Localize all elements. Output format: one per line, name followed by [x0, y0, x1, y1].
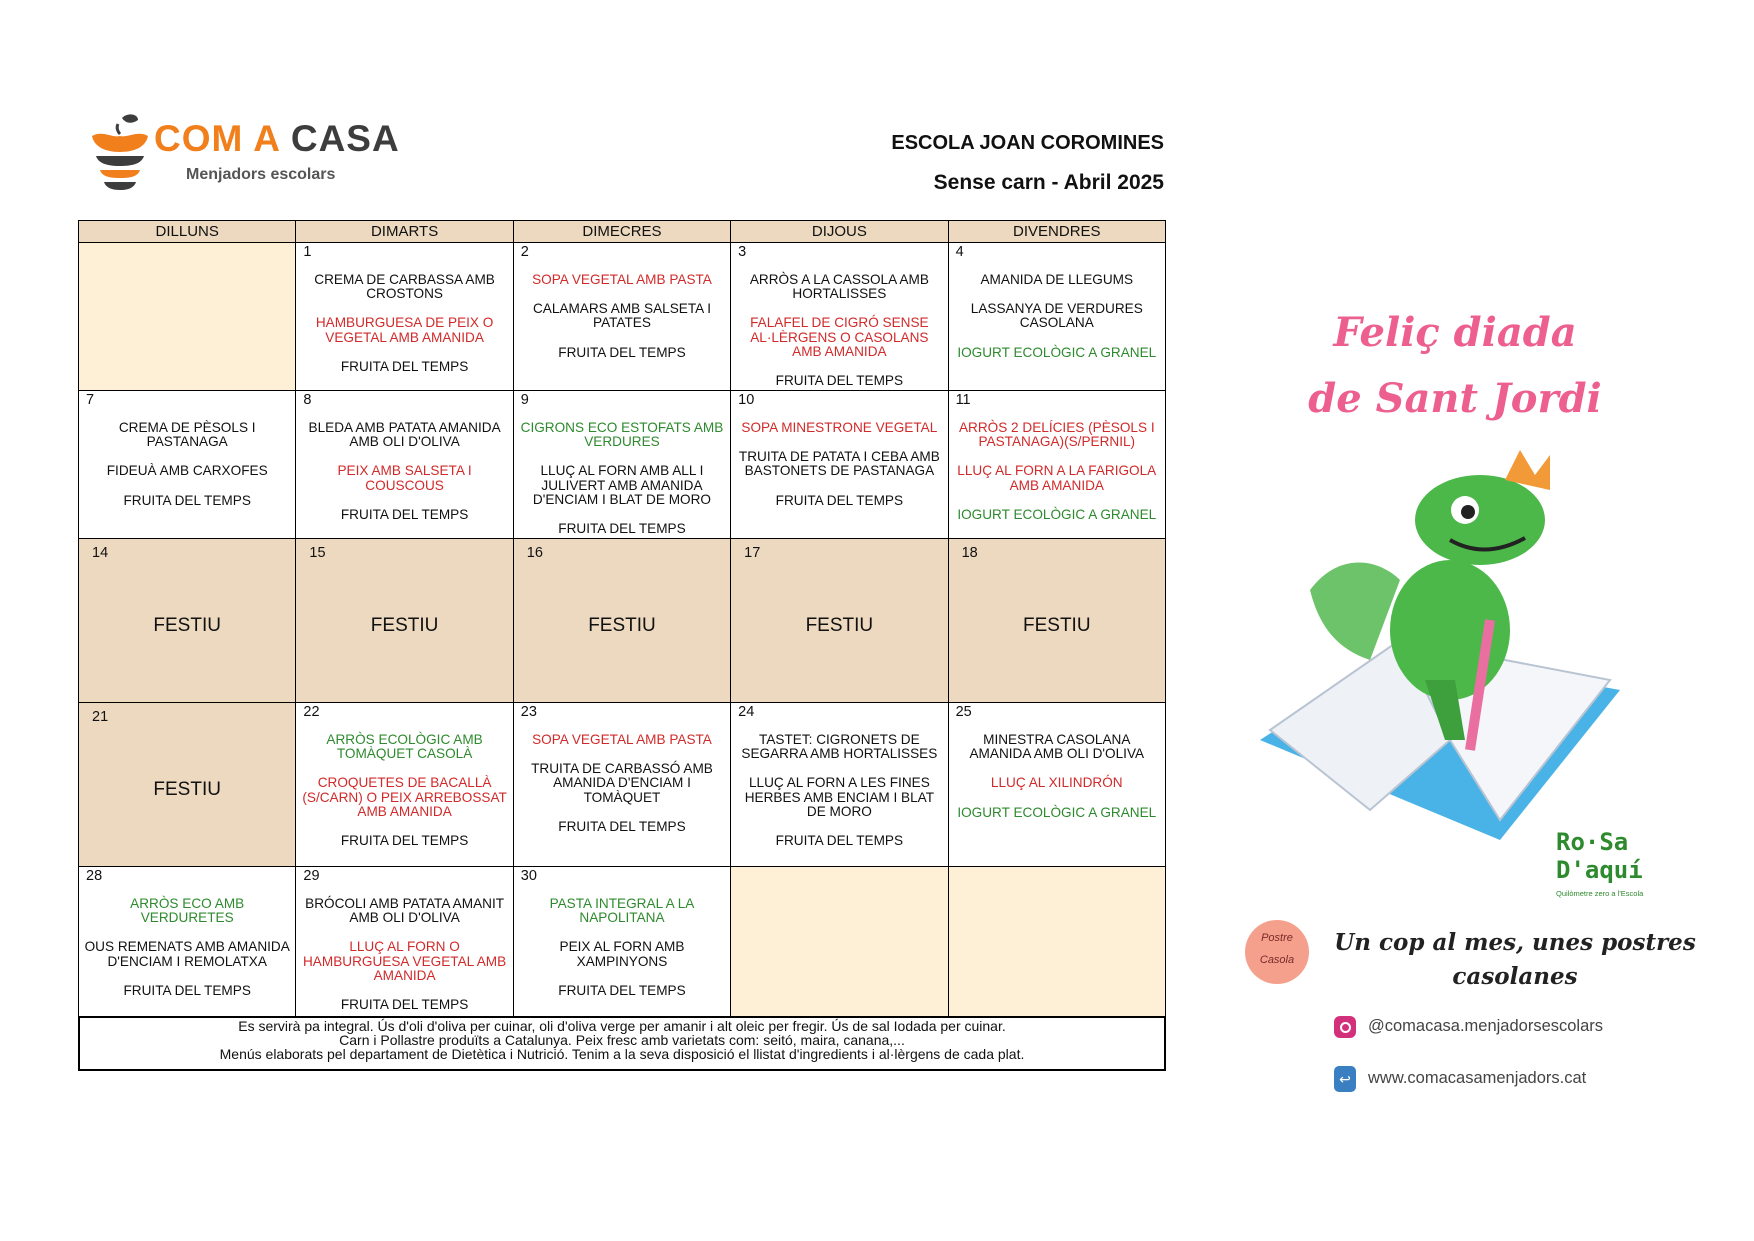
dish-item: FRUITA DEL TEMPS [775, 373, 904, 389]
dish-item: ARRÒS 2 DELÍCIES (PÈSOLS I PASTANAGA)(S/PERNIL) [958, 420, 1155, 450]
holiday-label: FESTIU [370, 615, 439, 636]
menu-day-cell [296, 391, 513, 539]
dish-item: SOPA VEGETAL AMB PASTA [532, 272, 712, 287]
dish-item: FRUITA DEL TEMPS [123, 492, 251, 508]
dish-list [296, 243, 512, 374]
dish-item: AMANIDA DE LLEGUMS [980, 272, 1134, 287]
holiday-label: FESTIU [805, 615, 874, 636]
holiday-cell [296, 539, 513, 703]
dish-item: BLEDA AMB PATATA AMANIDA AMB OLI D'OLIVA [308, 420, 501, 450]
menu-day-cell [296, 243, 513, 391]
holiday-cell [513, 539, 730, 703]
dish-list [514, 703, 730, 834]
dish-item: FRUITA DEL TEMPS [775, 833, 904, 849]
svg-text:D'aquí: D'aquí [1556, 856, 1643, 884]
day-number: 16 [526, 545, 543, 561]
svg-text:Quilòmetre zero a l'Escola: Quilòmetre zero a l'Escola [1556, 889, 1644, 898]
dish-item: FRUITA DEL TEMPS [340, 358, 469, 374]
dish-item: FRUITA DEL TEMPS [340, 506, 469, 522]
dish-item: HAMBURGUESA DE PEIX O VEGETAL AMB AMANIDA [315, 315, 494, 345]
dish-item: FRUITA DEL TEMPS [558, 818, 686, 834]
holiday-cell [79, 703, 296, 867]
menu-day-cell [513, 243, 730, 391]
brand-name: COM A CASA [154, 118, 400, 159]
brand-subtitle: Menjadors escolars [186, 166, 336, 183]
week-row [79, 703, 1166, 867]
dish-list [514, 391, 730, 536]
dish-item: PASTA INTEGRAL A LA NAPOLITANA [549, 896, 695, 926]
holiday-label: FESTIU [1023, 615, 1091, 636]
dish-item: TRUITA DE CARBASSÓ AMB AMANIDA D'ENCIAM I TOMÀQUET [531, 761, 713, 805]
dish-item: PEIX AMB SALSETA I COUSCOUS [337, 463, 472, 493]
dish-item: CREMA DE PÈSOLS I PASTANAGA [118, 420, 256, 450]
dish-list [731, 391, 947, 508]
day-number: 9 [520, 392, 529, 408]
dish-list [949, 391, 1165, 522]
dish-item: LLUÇ AL FORN A LA FARIGOLA AMB AMANIDA [957, 463, 1157, 493]
dish-item: PEIX AL FORN AMB XAMPINYONS [559, 939, 685, 969]
empty-day-cell [731, 867, 948, 1017]
dish-item: LLUÇ AL FORN A LES FINES HERBES AMB ENCIAM I BLAT DE MORO [744, 775, 935, 819]
weekday-header: DIVENDRES [948, 221, 1165, 243]
holiday-label: FESTIU [588, 615, 656, 636]
menu-day-cell [731, 703, 948, 867]
dish-item: MINESTRA CASOLANA AMANIDA AMB OLI D'OLIVA [969, 732, 1145, 762]
dish-list [731, 243, 947, 388]
dish-item: TRUITA DE PATATA I CEBA AMB BASTONETS DE PASTANAGA [738, 449, 940, 479]
dish-item: TASTET: CIGRONETS DE SEGARRA AMB HORTALISSES [741, 732, 938, 762]
dish-item: FRUITA DEL TEMPS [340, 997, 469, 1013]
school-name: ESCOLA JOAN COROMINES [891, 132, 1164, 154]
dish-item: CALAMARS AMB SALSETA I PATATES [532, 301, 711, 331]
notes-line: Es servirà pa integral. Ús d'oli d'oliva per cuinar, oli d'oliva verge per amanir i alt oleic per fregir. Ús de sal Iodada per cuinar. [238, 1018, 1006, 1034]
dish-item: LLUÇ AL FORN O HAMBURGUESA VEGETAL AMB AMANIDA [302, 939, 507, 983]
dish-item: FALAFEL DE CIGRÓ SENSE AL·LÈRGENS O CASOLANS AMB AMANIDA [750, 315, 929, 359]
dish-item: ARRÒS ECO AMB VERDURETES [130, 896, 245, 926]
postre-casola-badge: Postre Casola [1245, 920, 1309, 984]
dragon-book-illustration [1250, 440, 1630, 860]
menu-day-cell [948, 391, 1165, 539]
menu-day-cell [948, 703, 1165, 867]
dish-item: FRUITA DEL TEMPS [340, 833, 469, 849]
week-row [79, 539, 1166, 703]
day-number: 25 [955, 704, 972, 720]
day-number: 2 [520, 244, 529, 260]
menu-day-cell [948, 243, 1165, 391]
weekday-header-row [79, 221, 1166, 243]
dish-item: SOPA MINESTRONE VEGETAL [741, 420, 938, 435]
weekday-header: DILLUNS [79, 221, 296, 243]
dish-list [296, 867, 512, 1012]
notes-line: Menús elaborats pel departament de Dietètica i Nutrició. Tenim a la seva disposició el llistat d'ingredients i al·lèrgens de cada plat. [219, 1045, 1025, 1062]
day-number: 24 [738, 704, 755, 720]
weekday-header: DIJOUS [731, 221, 948, 243]
day-number: 30 [520, 868, 537, 884]
website-link[interactable]: www.comacasamenjadors.cat [1368, 1069, 1587, 1087]
empty-day-cell [948, 867, 1165, 1017]
dish-item: LLUÇ AL XILINDRÓN [990, 775, 1123, 791]
dish-item: SOPA VEGETAL AMB PASTA [532, 732, 712, 747]
day-number: 11 [955, 392, 971, 408]
dish-item: FRUITA DEL TEMPS [558, 982, 686, 998]
menu-day-cell [296, 703, 513, 867]
dish-list [79, 391, 295, 508]
day-number: 7 [86, 392, 95, 408]
day-number: 21 [92, 709, 109, 725]
day-number: 14 [92, 545, 109, 561]
brand-logo [88, 112, 400, 202]
instagram-handle[interactable]: @comacasa.menjadorsescolars [1368, 1017, 1604, 1035]
holiday-cell [948, 539, 1165, 703]
dish-item: FIDEUÀ AMB CARXOFES [106, 463, 268, 479]
menu-calendar [78, 220, 1166, 1017]
day-number: 22 [303, 704, 320, 720]
day-number: 17 [744, 545, 761, 561]
dish-item: IOGURT ECOLÒGIC A GRANEL [957, 344, 1157, 360]
notes-line: Carn i Pollastre produïts a Catalunya. Peix fresc amb varietats com: seitó, maira, canana,... [339, 1031, 905, 1048]
day-number: 4 [955, 244, 964, 260]
day-number: 29 [303, 868, 320, 884]
menu-day-cell [513, 867, 730, 1017]
dish-list [514, 867, 730, 998]
sant-jordi-greeting: Feliç diada de Sant Jordi [1308, 309, 1602, 422]
menu-day-cell [79, 867, 296, 1017]
dish-list [296, 703, 512, 848]
dish-item: IOGURT ECOLÒGIC A GRANEL [957, 804, 1157, 820]
menu-day-cell [513, 391, 730, 539]
holiday-label: FESTIU [153, 615, 221, 636]
day-number: 10 [738, 392, 755, 408]
dish-list [514, 243, 730, 360]
instagram-icon [1334, 1016, 1356, 1038]
dish-item: CREMA DE CARBASSA AMB CROSTONS [314, 272, 495, 302]
weekday-header: DIMARTS [296, 221, 513, 243]
dish-item: FRUITA DEL TEMPS [558, 521, 686, 537]
dish-list [949, 243, 1165, 360]
week-row [79, 243, 1166, 391]
dish-list [296, 391, 512, 522]
menu-day-cell [79, 391, 296, 539]
menu-period: Sense carn - Abril 2025 [933, 171, 1164, 194]
dish-item: FRUITA DEL TEMPS [123, 982, 251, 998]
day-number: 23 [520, 704, 537, 720]
sant-jordi-promo [1240, 280, 1710, 1120]
dish-item: CIGRONS ECO ESTOFATS AMB VERDURES [520, 420, 724, 450]
dish-item: CROQUETES DE BACALLÀ (S/CARN) O PEIX ARREBOSSAT AMB AMANIDA [302, 775, 507, 819]
holiday-cell [79, 539, 296, 703]
web-icon: ↩ [1334, 1066, 1356, 1092]
apple-bowl-logo-icon [88, 112, 152, 194]
dish-item: LLUÇ AL FORN AMB ALL I JULIVERT AMB AMANIDA D'ENCIAM I BLAT DE MORO [532, 463, 712, 507]
menu-notes [78, 1016, 1166, 1071]
dish-item: FRUITA DEL TEMPS [558, 344, 686, 360]
dish-item: FRUITA DEL TEMPS [775, 492, 904, 508]
day-number: 1 [303, 244, 312, 260]
holiday-label: FESTIU [153, 779, 221, 800]
day-number: 18 [961, 545, 978, 561]
week-row [79, 867, 1166, 1017]
day-number: 28 [86, 868, 103, 884]
week-row [79, 391, 1166, 539]
menu-day-cell [731, 391, 948, 539]
svg-text:Ro·Sa: Ro·Sa [1556, 828, 1629, 856]
dish-item: ARRÒS A LA CASSOLA AMB HORTALISSES [749, 272, 929, 302]
rosa-daqui-logo-icon [1552, 824, 1652, 904]
menu-day-cell [296, 867, 513, 1017]
menu-day-cell [513, 703, 730, 867]
holiday-cell [731, 539, 948, 703]
empty-day-cell [79, 243, 296, 391]
dessert-slogan: Un cop al mes, unes postres casolanes [1334, 929, 1696, 990]
dish-list [949, 703, 1165, 820]
day-number: 15 [309, 545, 326, 561]
menu-day-cell [731, 243, 948, 391]
dish-item: LASSANYA DE VERDURES CASOLANA [970, 301, 1143, 331]
dish-item: ARRÒS ECOLÒGIC AMB TOMÀQUET CASOLÀ [326, 732, 483, 762]
dish-list [79, 867, 295, 998]
weekday-header: DIMECRES [513, 221, 730, 243]
dish-item: IOGURT ECOLÒGIC A GRANEL [957, 506, 1157, 522]
dish-list [731, 703, 947, 848]
dish-item: BRÓCOLI AMB PATATA AMANIT AMB OLI D'OLIVA [305, 896, 505, 926]
dish-item: OUS REMENATS AMB AMANIDA D'ENCIAM I REMOLATXA [84, 939, 290, 969]
day-number: 3 [738, 244, 747, 260]
day-number: 8 [303, 392, 312, 408]
